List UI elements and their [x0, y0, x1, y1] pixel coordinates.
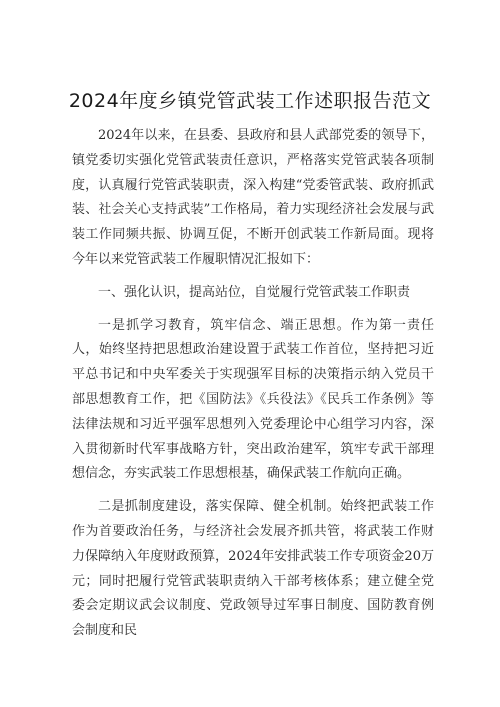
section-heading-1: 一、强化认识，提高站位，自觉履行党管武装工作职责 — [98, 284, 411, 300]
intro-paragraph: 2024年以来，在县委、县政府和县人武部党委的领导下，镇党委切实强化党管武装责任意识，严格落实党管武装各项制度，认真履行党管武装职责，深入构建“党委管武装、政府抓武装、社会关心支持武装”工作格局，着力实现经济社会发展与武装工作同频共振、协调互促，不断开创武装工作新局面。现将今年以来党管武装工作履职情况汇报如下： — [72, 128, 434, 267]
paragraph-institution-building: 二是抓制度建设，落实保障、健全机制。始终把武装工作作为首要政治任务，与经济社会发展齐抓共管，将武装工作财力保障纳入年度财政预算，2024年安排武装工作专项资金20万元；同时把履行党管武装职责纳入干部考核体系；建立健全党委会定期议武会议制度、党政领导过军事日制度、国防教育例会制度和民 — [72, 499, 434, 639]
paragraph-study-education: 一是抓学习教育，筑牢信念、端正思想。作为第一责任人，始终坚持把思想政治建设置于武装工作首位，坚持把习近平总书记和中央军委关于实现强军目标的决策指示纳入党员干部思想教育工作，把《国防法》《兵役法》《民兵工作条例》等法律法规和习近平强军思想列入党委理论中心组学习内容，深入贯彻新时代军事战略方针，突出政治建军，筑牢专武干部理想信念，夯实武装工作思想根基，确保武装工作航向正确。 — [72, 317, 434, 482]
document-body — [72, 124, 434, 644]
document-title: 2024年度乡镇党管武装工作述职报告范文 — [68, 90, 432, 112]
